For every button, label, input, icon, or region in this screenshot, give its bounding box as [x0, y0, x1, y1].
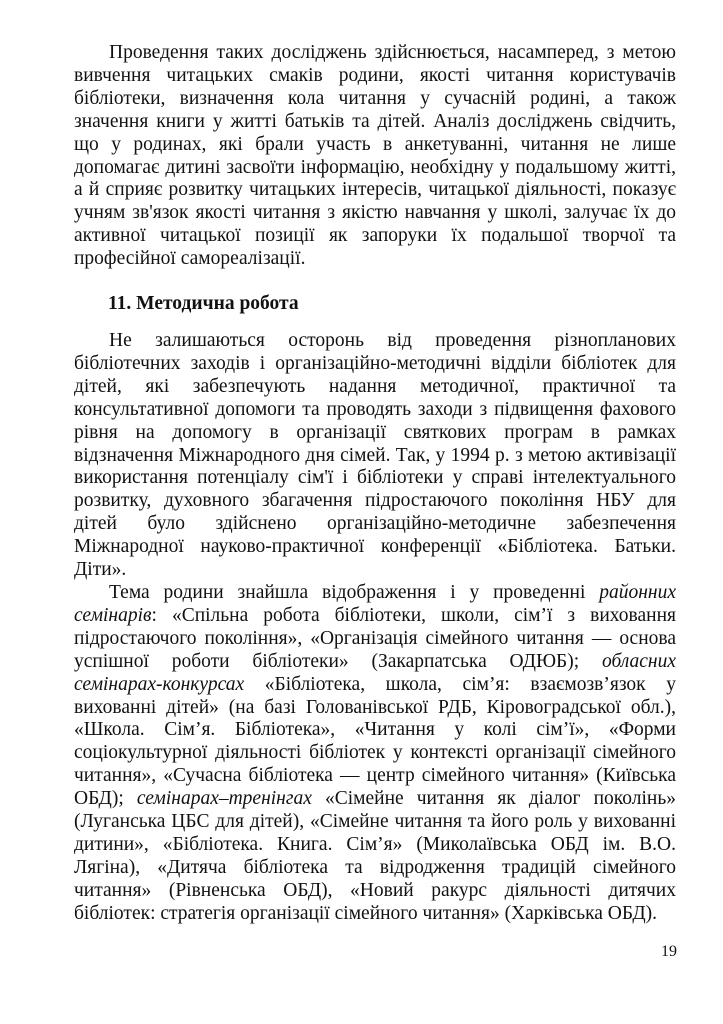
page-number: 19 — [661, 943, 677, 960]
seminars-text-3: «Бібліотека, школа, сім’я: взаємозв’язок у вихованні дітей» (на базі Голованівської РДБ, Кіровоградської обл.), «Школа. Сім’я. Бібліотека», «Читання у колі сім’ї», «Форми соціокультурної діяльності бібліотек у контексті організації сімейного читання», «Сучасна бібліотека — центр сімейного читання» (Київська ОБД); — [74, 673, 676, 810]
paragraph-methodical: Не залишаються осторонь від проведення різнопланових бібліотечних заходів і організаційно-методичні відділи бібліотек для дітей, які забезпечують надання методичної, практичної та консультативної допомоги та проводять заходи з підвищення фахового рівня на допомогу в організації святкових програм в рамках відзначення Міжнародного дня сімей. Так, у 1994 р. з метою активізації використання потенціалу сім'ї і бібліотеки у справі інтелектуального розвитку, духовного збагачення підростаючого покоління НБУ для дітей було здійснено організаційно-методичне забезпечення Міжнародної науково-практичної конференції «Бібліотека. Батьки. Діти». — [74, 330, 676, 581]
seminars-text-1: Тема родини знайшла відображення і у проведенні — [109, 581, 600, 603]
paragraph-intro: Проведення таких досліджень здійснюється, насамперед, з метою вивчення читацьких смаків родини, якості читання користувачів бібліотеки, визначення кола читання у сучасній родині, а також значення книги у житті батьків та дітей. Аналіз досліджень свідчить, що у родинах, які брали участь в анкетуванні, читання не лише допомагає дитині засвоїти інформацію, необхідну у подальшому житті, а й сприяє розвитку читацьких інтересів, читацької діяльності, показує учням зв'язок якості читання з якістю навчання у школі, залучає їх до активної читацької позиції як запоруки їх подальшої творчої та професійної самореалізації. — [74, 42, 676, 270]
seminars-text-2: : «Спільна робота бібліотеки, школи, сім’ї з виховання підростаючого покоління», «Організація сімейного читання — основа успішної роботи бібліотеки» (Закарпатська ОДЮБ); — [74, 604, 676, 672]
methodical-section — [74, 330, 676, 926]
seminars-text-4: «Сімейне читання як діалог поколінь» (Луганська ЦБС для дітей), «Сімейне читання та його роль у вихованні дитини», «Бібліотека. Книга. Сім’я» (Миколаївська ОБД ім. В.О. Лягіна), «Дитяча бібліотека та відродження традицій сімейного читання» (Рівненська ОБД), «Новий ракурс діяльності дитячих бібліотек: стратегія організації сімейного читання» (Харківська ОБД). — [74, 788, 677, 924]
section-heading: 11. Методична робота — [108, 293, 299, 314]
paragraph-seminars — [74, 582, 676, 926]
seminars-emphasis-district: районних семінарів — [74, 581, 676, 626]
seminars-emphasis-regional: обласних семінарах-конкурсах — [74, 650, 676, 695]
intro-section — [74, 42, 676, 271]
seminars-emphasis-trainings: семінарах–тренінгах — [136, 788, 312, 810]
